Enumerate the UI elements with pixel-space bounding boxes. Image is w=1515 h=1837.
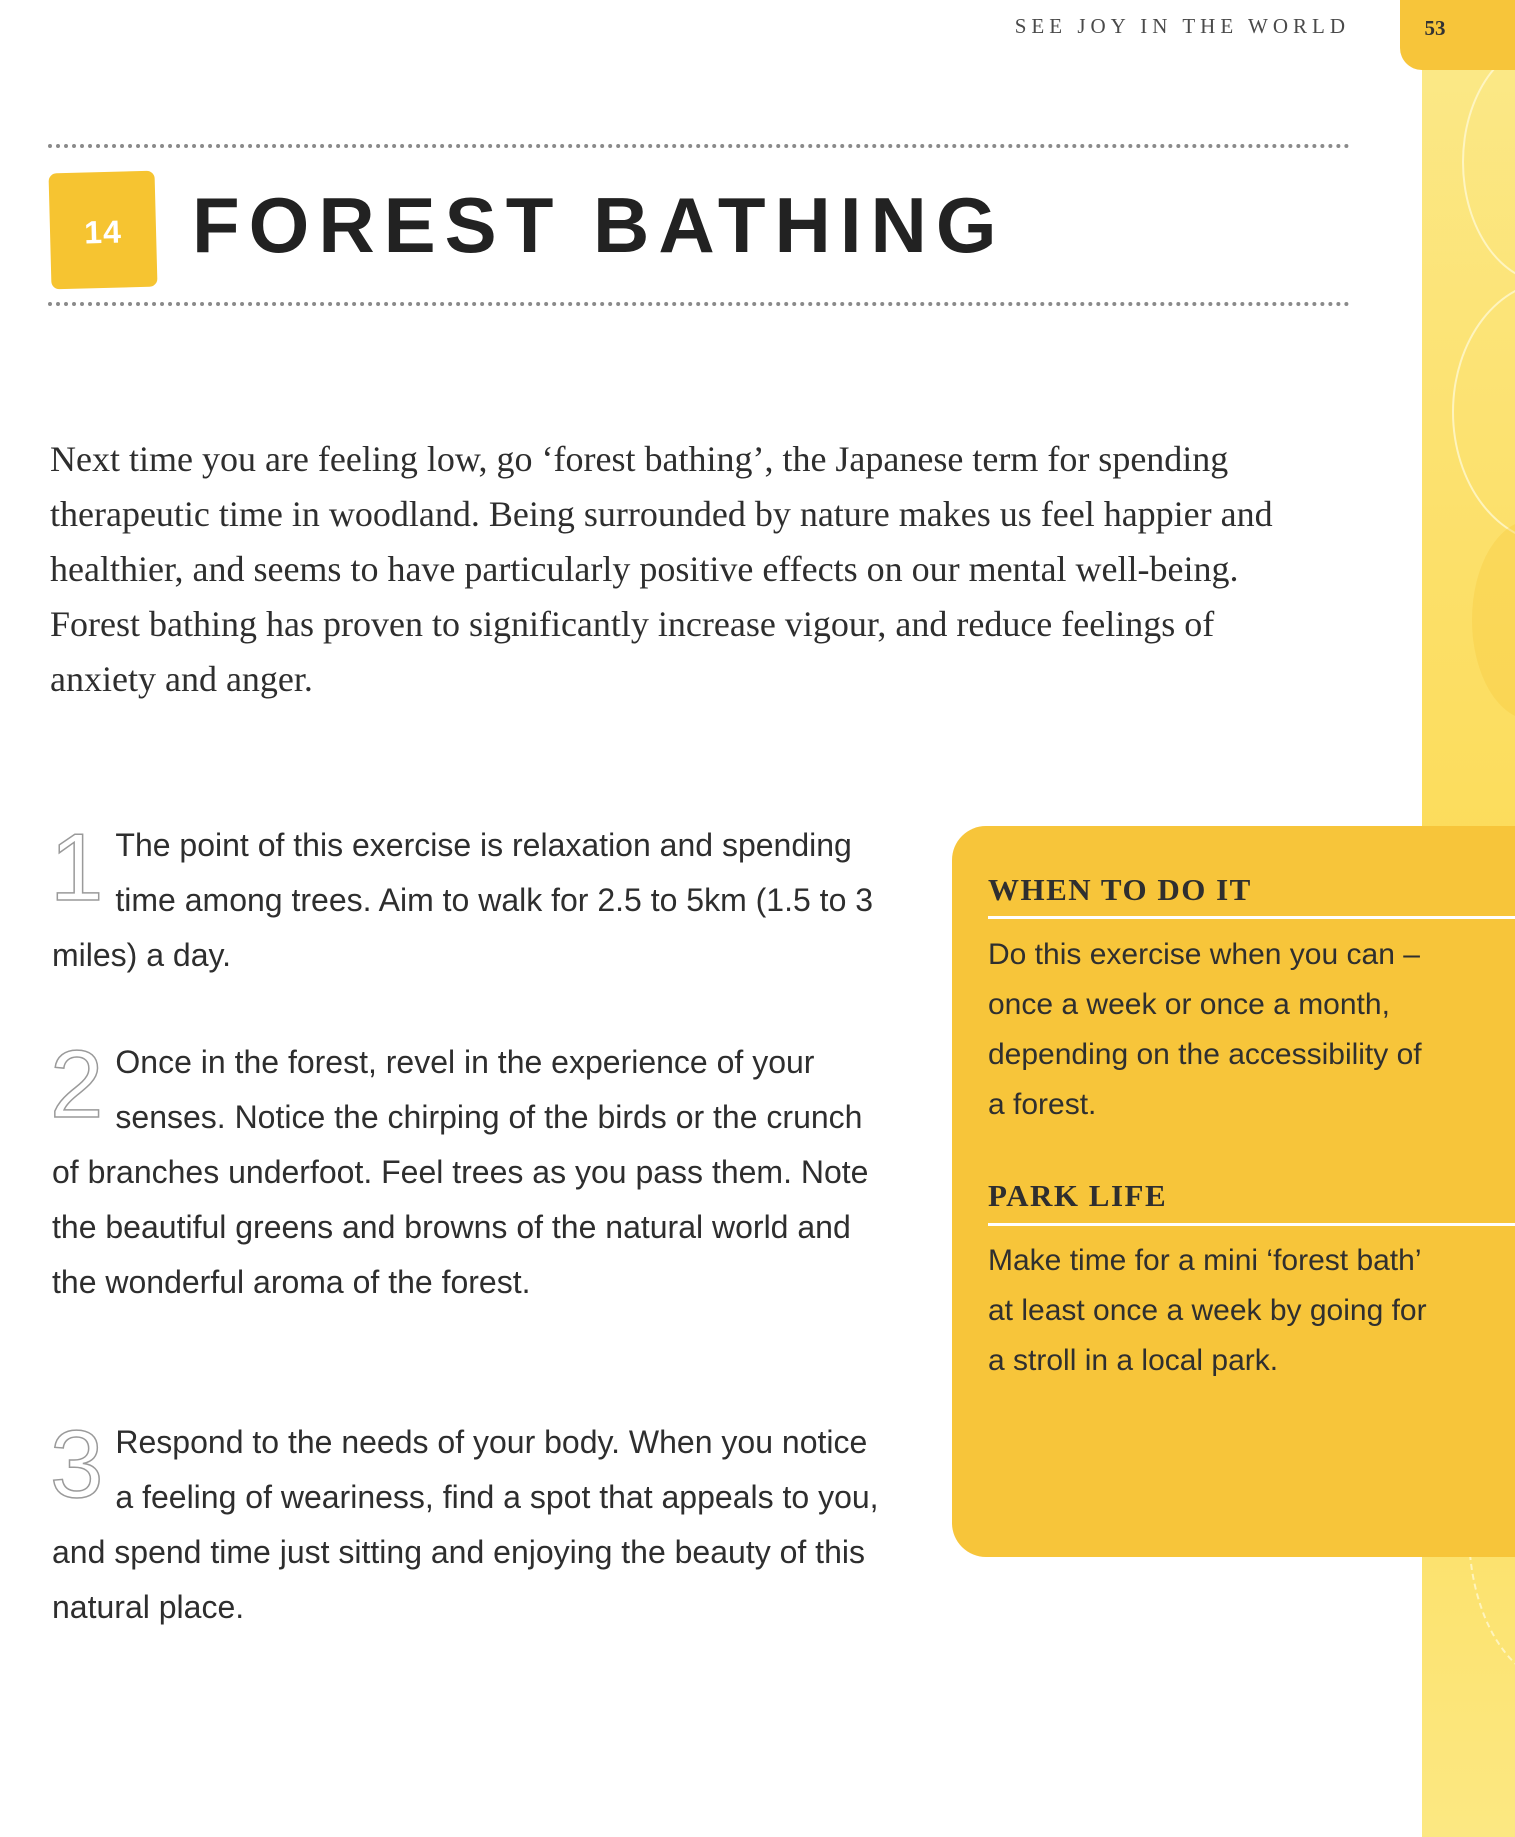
sidebar-rule: [988, 916, 1515, 919]
decorative-blob: [1472, 520, 1515, 720]
dotted-rule-bottom: [48, 302, 1350, 306]
step-text: Once in the forest, revel in the experience of your senses. Notice the chirping of the birds or the crunch of branches underfoot. Feel trees as you pass them. Note the beautiful greens and browns of the natural world and the wonderful aroma of the forest.: [52, 1044, 869, 1300]
step-text: Respond to the needs of your body. When you notice a feeling of weariness, find a spot that appeals to you, and spend time just sitting and enjoying the beauty of this natural place.: [52, 1424, 879, 1625]
decorative-ring: [1452, 280, 1515, 544]
page-number-tab: [1400, 0, 1515, 70]
step-3: [50, 1411, 882, 1635]
step-number: 3: [50, 1411, 104, 1518]
intro-paragraph: Next time you are feeling low, go ‘forest bathing’, the Japanese term for spending therapeutic time in woodland. Being surrounded by nature makes us feel happier and healthier, and seems to have particularly positive effects on our mental well-being. Forest bathing has proven to significantly increase vigour, and reduce feelings of anxiety and anger.: [50, 439, 1273, 699]
dotted-rule-top: [48, 144, 1350, 148]
step-2: [50, 1031, 882, 1310]
park-life-heading: PARK LIFE: [988, 1178, 1168, 1213]
when-to-do-it-text: Do this exercise when you can – once a week or once a month, depending on the accessibility of a forest.: [988, 938, 1422, 1121]
exercise-number: 14: [83, 213, 123, 251]
step-text: The point of this exercise is relaxation and spending time among trees. Aim to walk for 2.5 to 5km (1.5 to 3 miles) a day.: [52, 827, 874, 973]
tips-sidebar: [952, 826, 1515, 1557]
page-number: 53: [1424, 16, 1446, 40]
page-title: FOREST BATHING: [192, 181, 1006, 269]
running-head: SEE JOY IN THE WORLD: [1014, 14, 1350, 38]
exercise-number-badge: [48, 171, 157, 290]
step-number: 2: [50, 1031, 104, 1138]
step-1: [50, 814, 882, 983]
decorative-ring: [1462, 40, 1515, 284]
park-life-text: Make time for a mini ‘forest bath’ at least once a week by going for a stroll in a local park.: [988, 1244, 1427, 1377]
when-to-do-it-heading: WHEN TO DO IT: [988, 872, 1252, 907]
step-number: 1: [50, 814, 104, 921]
sidebar-rule: [988, 1223, 1515, 1226]
